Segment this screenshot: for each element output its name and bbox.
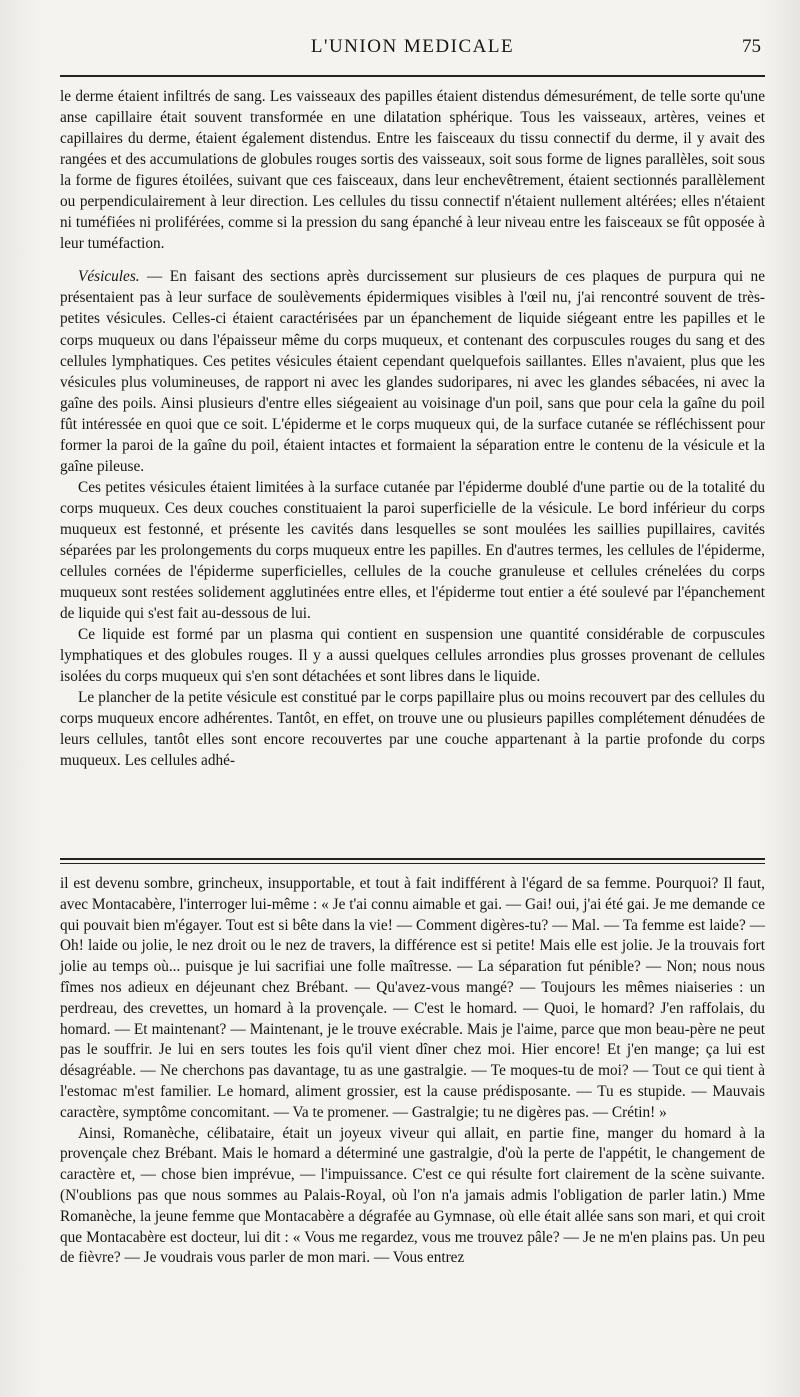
feuilleton-divider	[60, 858, 765, 864]
article-paragraph-1: le derme étaient infiltrés de sang. Les vaisseaux des papilles étaient distendus démesurément, de telle sorte qu'une anse capillaire était souvent transformée en une dilatation sphérique. Tous les vaisseaux, artères, veines et capillaires du derme, étaient également distendus. Entre les faisceaux du tissu connectif du derme, il y avait des rangées et des accumulations de globules rouges sortis des vaisseaux, soit sous forme de lignes parallèles, soit sous la forme de figures étoilées, suivant que ces faisceaux, dans leur enchevêtrement, étaient sectionnés parallèlement ou perpendiculairement à leur direction. Les cellules du tissu connectif n'étaient nullement altérées; elles n'étaient ni tuméfiées ni proliférées, comme si la pression du sang épanché à leur niveau entre les faisceaux se fût opposée à leur tuméfaction.	[60, 88, 765, 253]
article-column	[60, 86, 765, 772]
page-header	[60, 36, 765, 66]
running-title: L'UNION MEDICALE	[310, 36, 515, 57]
feuilleton-column	[60, 874, 765, 1269]
header-rule	[60, 75, 765, 77]
page-number: 75	[742, 36, 761, 57]
article-paragraph-2-text: — En faisant des sections après durcissement sur plusieurs de ces plaques de purpura qui ne présentaient pas à leur surface de soulèvements épidermiques visibles à l'œil nu, j'ai rencontré souvent de très-petites vésicules. Celles-ci étaient caractérisées par un épanchement de liquide siégeant entre les papilles et le corps muqueux ou dans l'épaisseur même du corps muqueux, et contenant des corpuscules rouges du sang et des cellules lymphatiques. Ces petites vésicules étaient cependant quelquefois saillantes. Elles n'avaient, plus que les vésicules plus volumineuses, de rapport ni avec les glandes sudoripares, ni avec les glandes sébacées, ni avec la gaîne des poils. Ainsi plusieurs d'entre elles siégeaient au voisinage d'un poil, sans que pour cela la gaîne du poil fût intéressée en quoi que ce soit. L'épiderme et le corps muqueux qui, de la surface cutanée se réfléchissent pour former la paroi de la gaîne du poil, étaient intactes et formaient la séparation entre le contenu de la vésicule et la gaîne pileuse.	[60, 268, 765, 475]
article-paragraph-vesicules	[60, 266, 765, 476]
section-lead-vesicules: Vésicules.	[78, 268, 140, 286]
article-paragraph-3: Ces petites vésicules étaient limitées à la surface cutanée par l'épiderme doublé d'une partie ou de la totalité du corps muqueux. Ces deux couches constituaient la paroi superficielle de la vésicule. Le bord inférieur du corps muqueux est festonné, et présente les cavités dans lesquelles se sont moulées les saillies pupillaires, cavités séparées par les prolongements du corps muqueux entre les papilles. En d'autres termes, les cellules de l'épiderme, cellules cornées de l'épiderme superficielles, cellules de la couche granuleuse et cellules crénelées du corps muqueux sont restées solidement agglutinées entre elles, et l'épiderme tout entier a été soulevé par l'épanchement de liquide qui s'est fait au-dessous de lui.	[60, 478, 765, 623]
feuilleton-paragraph-2: Ainsi, Romanèche, célibataire, était un joyeux viveur qui allait, en partie fine, manger du homard à la provençale chez Brébant. Mais le homard a déterminé une gastralgie, d'où la perte de l'appétit, le changement de caractère et, — chose bien imprévue, — l'impuissance. C'est ce qui résulte fort clairement de la scène suivante. (N'oublions pas que nous sommes au Palais-Royal, où l'on n'a jamais admis l'obligation de parler latin.) Mme Romanèche, la jeune femme que Montacabère a dégrafée au Gymnase, où elle était allée sans son mari, et qui croit que Montacabère est docteur, lui dit : « Vous me regardez, vous me trouvez pâle? — Je ne m'en plains pas. Un peu de fièvre? — Je voudrais vous parler de mon mari. — Vous entrez	[60, 1124, 765, 1267]
article-paragraph-4: Ce liquide est formé par un plasma qui contient en suspension une quantité considérable de corpuscules lymphatiques et des globules rouges. Il y a aussi quelques cellules arrondies plus grosses provenant de cellules isolées du corps muqueux qui s'en sont détachées et sont libres dans le liquide.	[60, 626, 765, 686]
article-paragraph-5: Le plancher de la petite vésicule est constitué par le corps papillaire plus ou moins recouvert par des cellules du corps muqueux encore adhérentes. Tantôt, en effet, on trouve une ou plusieurs papilles complétement dénudées de leurs cellules, tantôt elles sont encore recouvertes par une couche appartenant à la partie profonde du corps muqueux. Les cellules adhé-	[60, 689, 765, 770]
feuilleton-paragraph-1: il est devenu sombre, grincheux, insupportable, et tout à fait indifférent à l'égard de sa femme. Pourquoi? Il faut, avec Montacabère, l'interroger lui-même : « Je t'ai connu aimable et gai. — Gai! oui, j'ai été gai. Je me demande ce qui pouvait bien m'égayer. Tout est si bête dans la vie! — Comment digères-tu? — Mal. — Ta femme est laide? — Oh! laide ou jolie, le nez droit ou le nez de travers, la différence est si petite! Mais elle est jolie. Je la trouvais fort jolie au temps où... puisque je lui sacrifiai une folle maîtresse. — La séparation fut pénible? — Non; nous nous fîmes nos adieux en déjeunant chez Brébant. — Qu'avez-vous mangé? — Toujours les mêmes niaiseries : un perdreau, des crevettes, un homard à la provençale. — C'est le homard. — Quoi, le homard? J'en raffolais, du homard. — Et maintenant? — Maintenant, je le trouve exécrable. Mais je l'aime, parce que mon beau-père ne peut pas le souffrir. Je lui en sers toutes les fois qu'il vient dîner chez moi. Hier encore! Et j'en mange; ça lui est désagréable. — Ne cherchons pas davantage, tu as une gastralgie. — Te moques-tu de moi? — Tout ce qui tient à l'estomac m'est familier. Le homard, aliment grossier, est la cause prédisposante. — Tu es stupide. — Mauvais caractère, symptôme concomitant. — Va te promener. — Gastralgie; tu ne digères pas. — Crétin! »	[60, 875, 765, 1121]
